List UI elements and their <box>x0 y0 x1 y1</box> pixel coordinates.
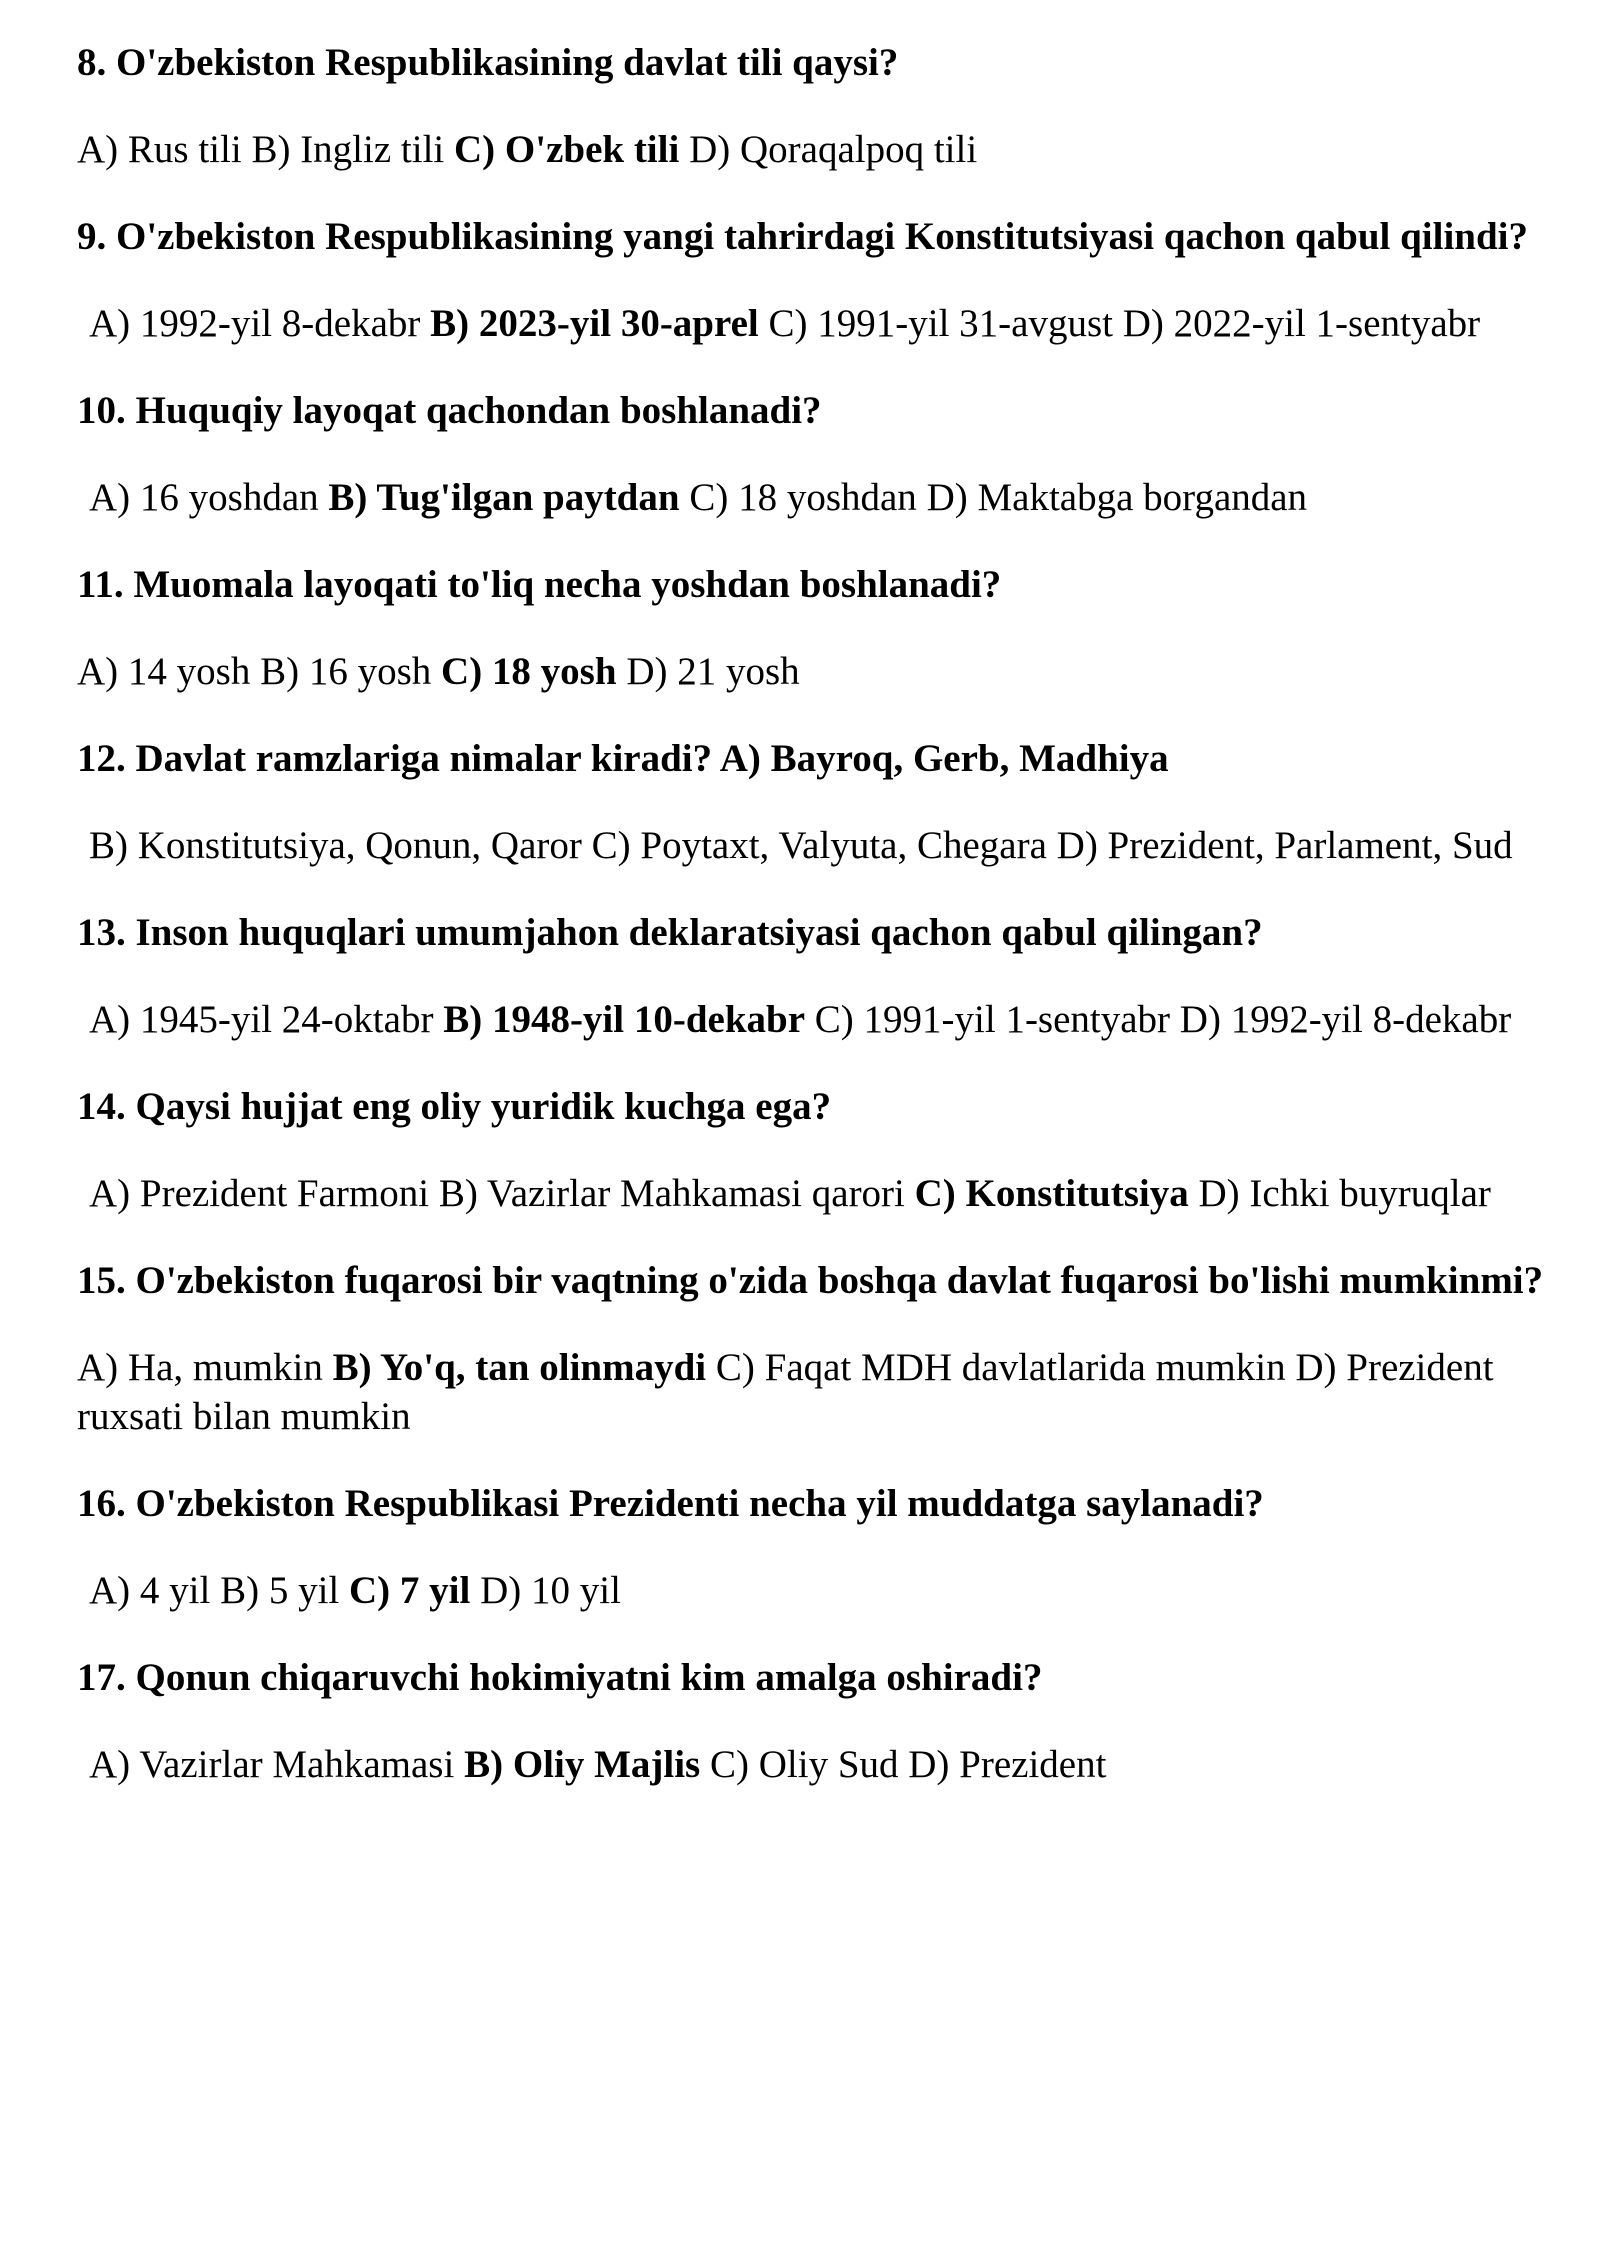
question-list <box>77 38 1557 1789</box>
answer-option: D) Prezident <box>908 1743 1107 1786</box>
question-block <box>77 734 1557 870</box>
correct-answer-option: B) Tug'ilgan paytdan <box>328 476 680 519</box>
answer-options <box>77 1740 1557 1789</box>
question-text: 16. O'zbekiston Respublikasi Prezidenti necha yil muddatga saylanadi? <box>77 1482 1264 1525</box>
correct-answer-option: C) 7 yil <box>349 1569 471 1612</box>
question-text: 8. O'zbekiston Respublikasining davlat tili qaysi? <box>77 41 899 84</box>
answer-option: A) Prezident Farmoni <box>89 1172 430 1215</box>
question-text: 14. Qaysi hujjat eng oliy yuridik kuchga ega? <box>77 1085 832 1128</box>
answer-option: A) Ha, mumkin <box>77 1346 323 1389</box>
question-block <box>77 1653 1557 1789</box>
answer-option: A) 1992-yil 8-dekabr <box>89 302 421 345</box>
answer-option: A) Vazirlar Mahkamasi <box>89 1743 455 1786</box>
question-text: 12. Davlat ramzlariga nimalar kiradi? A) Bayroq, Gerb, Madhiya <box>77 737 1169 780</box>
question-block <box>77 1256 1557 1441</box>
answer-option: B) Vazirlar Mahkamasi qarori <box>438 1172 905 1215</box>
answer-option: C) 18 yoshdan <box>689 476 917 519</box>
question-text: 17. Qonun chiqaruvchi hokimiyatni kim amalga oshiradi? <box>77 1656 1043 1699</box>
answer-options <box>77 647 1557 696</box>
answer-options <box>77 299 1557 348</box>
question-block <box>77 560 1557 696</box>
question-text: 13. Inson huquqlari umumjahon deklaratsiyasi qachon qabul qilingan? <box>77 911 1263 954</box>
answer-option: C) Poytaxt, Valyuta, Chegara <box>591 824 1047 867</box>
question-text: 9. O'zbekiston Respublikasining yangi tahrirdagi Konstitutsiyasi qachon qabul qilindi? <box>77 215 1529 258</box>
answer-option: D) Prezident ruxsati bilan mumkin <box>77 1346 1494 1438</box>
correct-answer-option: B) Yo'q, tan olinmaydi <box>332 1346 707 1389</box>
answer-options <box>77 995 1557 1044</box>
answer-option: A) 4 yil <box>89 1569 211 1612</box>
answer-options <box>77 1343 1557 1441</box>
answer-options <box>77 1169 1557 1218</box>
answer-options <box>77 821 1557 870</box>
answer-option: B) Ingliz tili <box>251 128 445 171</box>
answer-option: D) 10 yil <box>480 1569 621 1612</box>
question-block <box>77 1082 1557 1218</box>
question-block <box>77 212 1557 348</box>
answer-option: D) Qoraqalpoq tili <box>689 128 978 171</box>
answer-option: A) 16 yoshdan <box>89 476 319 519</box>
question-text: 10. Huquqiy layoqat qachondan boshlanadi? <box>77 389 822 432</box>
answer-option: C) Faqat MDH davlatlarida mumkin <box>715 1346 1286 1389</box>
answer-option: C) Oliy Sud <box>709 1743 899 1786</box>
question-text: 15. O'zbekiston fuqarosi bir vaqtning o'zida boshqa davlat fuqarosi bo'lishi mumkinmi? <box>77 1259 1544 1302</box>
answer-option: B) 5 yil <box>220 1569 340 1612</box>
answer-option: A) 1945-yil 24-oktabr <box>89 998 434 1041</box>
answer-option: D) 2022-yil 1-sentyabr <box>1122 302 1481 345</box>
answer-option: B) Konstitutsiya, Qonun, Qaror <box>89 824 582 867</box>
answer-option: A) 14 yosh <box>77 650 251 693</box>
answer-option: B) 16 yosh <box>260 650 432 693</box>
answer-option: D) 21 yosh <box>626 650 800 693</box>
correct-answer-option: B) Oliy Majlis <box>464 1743 701 1786</box>
quiz-document <box>77 38 1557 1827</box>
question-block <box>77 908 1557 1044</box>
answer-option: C) 1991-yil 1-sentyabr <box>814 998 1171 1041</box>
answer-option: D) Ichki buyruqlar <box>1198 1172 1491 1215</box>
correct-answer-option: B) 2023-yil 30-aprel <box>430 302 759 345</box>
correct-answer-option: C) Konstitutsiya <box>914 1172 1189 1215</box>
answer-options <box>77 1566 1557 1615</box>
question-block <box>77 386 1557 522</box>
answer-option: A) Rus tili <box>77 128 242 171</box>
correct-answer-option: C) O'zbek tili <box>454 128 680 171</box>
question-block <box>77 1479 1557 1615</box>
answer-option: C) 1991-yil 31-avgust <box>768 302 1113 345</box>
answer-options <box>77 125 1557 174</box>
answer-option: D) Prezident, Parlament, Sud <box>1056 824 1513 867</box>
answer-option: D) Maktabga borgandan <box>926 476 1308 519</box>
answer-option: D) 1992-yil 8-dekabr <box>1179 998 1512 1041</box>
question-block <box>77 38 1557 174</box>
question-text: 11. Muomala layoqati to'liq necha yoshdan boshlanadi? <box>77 563 1002 606</box>
answer-options <box>77 473 1557 522</box>
correct-answer-option: B) 1948-yil 10-dekabr <box>443 998 806 1041</box>
correct-answer-option: C) 18 yosh <box>441 650 617 693</box>
